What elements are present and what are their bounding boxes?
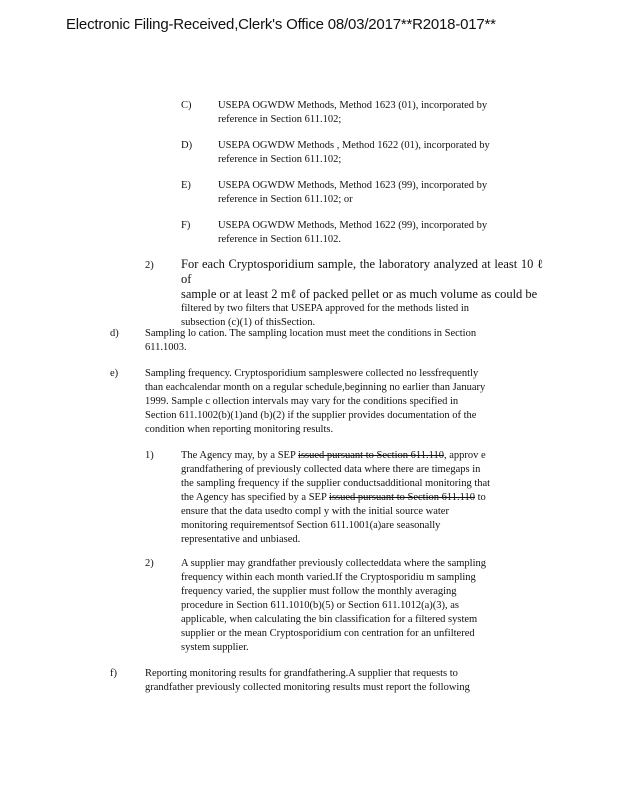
item-d-text <box>218 139 528 167</box>
struck-text: issued pursuant to Section 611.110 <box>329 492 475 503</box>
text-line: ensure that the data usedto compl y with the initial source water <box>181 506 449 517</box>
text-line: USEPA OGWDW Methods, Method 1623 (01), incorporated by <box>218 100 488 111</box>
subitem-1-text <box>181 449 533 547</box>
text-line: Sampling lo cation. The sampling location must meet the conditions in Section <box>145 328 477 339</box>
text-run: to <box>474 492 486 503</box>
text-line <box>181 491 533 505</box>
text-line: monitoring requirementsof Section 611.1001(a)are seasonally <box>181 520 441 531</box>
text-line: 611.1003. <box>145 342 187 353</box>
text-line: A supplier may grandfather previously collecteddata where the sampling <box>181 558 486 569</box>
section-d-label: d) <box>110 328 119 339</box>
text-line: system supplier. <box>181 642 249 653</box>
item-e-text <box>218 179 528 207</box>
filing-header: Electronic Filing-Received,Clerk's Office 08/03/2017**R2018-017** <box>66 16 496 33</box>
text-line: grandfather previously collected monitoring results must report the following <box>145 682 470 693</box>
section-e-label: e) <box>110 368 119 379</box>
text-line: Sampling frequency. Cryptosporidium sampleswere collected no lessfrequently <box>145 368 479 379</box>
text-line: the sampling frequency if the supplier conductsadditional monitoring that <box>181 478 491 489</box>
text-line: 1999. Sample c ollection intervals may vary for the conditions specified in <box>145 396 459 407</box>
text-line: frequency varied, the supplier must follow the monthly averaging <box>181 586 457 597</box>
text-line: applicable, when calculating the bin classification for a filtered system <box>181 614 478 625</box>
item-c-text <box>218 99 528 127</box>
text-line: reference in Section 611.102. <box>218 234 341 245</box>
text-line: USEPA OGWDW Methods , Method 1622 (01), incorporated by <box>218 140 490 151</box>
section-f-text <box>145 667 513 695</box>
subitem-2-text <box>181 557 521 655</box>
text-line: procedure in Section 611.1010(b)(5) or Section 611.1012(a)(3), as <box>181 600 459 611</box>
text-line: grandfathering of previously collected data where there are timegaps in <box>181 464 481 475</box>
text-line: subsection (c)(1) of thisSection. <box>181 317 316 328</box>
text-run: The Agency may, by a SEP <box>181 450 299 461</box>
struck-text: issued pursuant to Section 611.110 <box>298 450 444 461</box>
text-line: Reporting monitoring results for grandfathering.A supplier that requests to <box>145 668 458 679</box>
text-line: sample or at least 2 mℓ of packed pellet or as much volume as could be <box>181 287 538 301</box>
text-line: reference in Section 611.102; <box>218 154 342 165</box>
text-line: condition when reporting monitoring results. <box>145 424 334 435</box>
text-line: Section 611.1002(b)(1)and (b)(2) if the supplier provides documentation of the <box>145 410 477 421</box>
text-line: reference in Section 611.102; or <box>218 194 353 205</box>
text-line: supplier or the mean Cryptosporidium con centration for an unfiltered <box>181 628 475 639</box>
text-line: representative and unbiased. <box>181 534 301 545</box>
subitem-2-label: 2) <box>145 558 154 569</box>
text-line <box>181 449 533 463</box>
para-2-label: 2) <box>145 260 154 271</box>
text-line: filtered by two filters that USEPA approved for the methods listed in <box>181 303 470 314</box>
text-line: than eachcalendar month on a regular schedule,beginning no earlier than January <box>145 382 486 393</box>
text-run: the Agency has specified by a SEP <box>181 492 330 503</box>
subitem-1-label: 1) <box>145 450 154 461</box>
text-line: reference in Section 611.102; <box>218 114 342 125</box>
section-d-text <box>145 327 520 355</box>
section-f-label: f) <box>110 668 117 679</box>
item-label-c: C) <box>181 100 192 111</box>
text-line: USEPA OGWDW Methods, Method 1622 (99), incorporated by <box>218 220 488 231</box>
text-run: , approv e <box>443 450 486 461</box>
item-label-d: D) <box>181 140 193 151</box>
item-label-e: E) <box>181 180 191 191</box>
section-e-text <box>145 367 530 437</box>
text-line: For each Cryptosporidium sample, the laboratory analyzed at least 10 ℓ of <box>181 257 543 286</box>
item-f-text <box>218 219 528 247</box>
para-2-text <box>181 257 543 330</box>
text-line: frequency within each month varied.If the Cryptosporidiu m sampling <box>181 572 476 583</box>
item-label-f: F) <box>181 220 191 231</box>
text-line: USEPA OGWDW Methods, Method 1623 (99), incorporated by <box>218 180 488 191</box>
